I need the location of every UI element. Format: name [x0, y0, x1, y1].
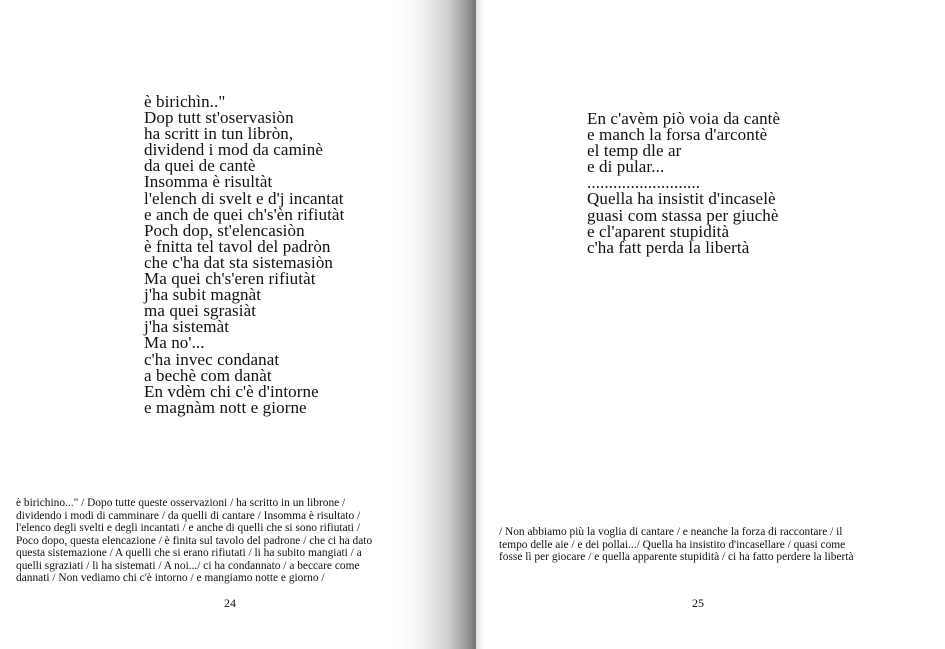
poem-line: Quella ha insistit d'incaselè — [587, 189, 776, 209]
poem-line: dividend i mod da caminè — [144, 140, 323, 160]
translation-line: fosse lì per giocare / e quella apparente stupidità / ci ha fatto perdere la libertà — [499, 551, 854, 563]
poem-line: Ma quei ch's'eren rifiutàt — [144, 269, 316, 289]
left-translation — [16, 497, 464, 585]
poem-line: che c'ha dat sta sistemasiòn — [144, 252, 334, 272]
poem-line: c'ha fatt perda la libertà — [587, 237, 750, 257]
poem-line: è birichìn.." — [144, 92, 226, 111]
poem-line: e di pular... — [587, 157, 665, 177]
poem-line: l'elench di svelt e d'j incantat — [144, 188, 344, 208]
page-number: 24 — [224, 596, 236, 610]
translation-line: Poco dopo, questa elencazione / è finita sul tavolo del padrone / che ci ha dato — [16, 534, 373, 547]
translation-line: l'elenco degli svelti e degli incantati / e anche di quelli che si sono rifiutati / — [16, 522, 360, 534]
poem-line: c'ha invec condanat — [144, 349, 280, 369]
poem-line: Poch dop, st'elencasiòn — [144, 220, 305, 240]
poem-line: guasi com stassa per giuchè — [587, 205, 779, 225]
poem-line: .......................... — [587, 173, 701, 193]
poem-line: è fnitta tel tavol del padròn — [144, 236, 331, 256]
poem-line: e magnàm nott e giorne — [144, 397, 307, 417]
left-poem — [144, 94, 344, 416]
poem-line: Insomma è risultàt — [144, 172, 273, 192]
poem-line: e manch la forsa d'arcontè — [587, 125, 768, 145]
translation-line: questa sistemazione / A quelli che si erano rifiutati / li ha subito mangiati / a — [16, 547, 362, 559]
page-number: 25 — [692, 596, 704, 610]
poem-line: a bechè com danàt — [144, 365, 272, 385]
translation-line: dividendo i modi di camminare / da quelli di cantare / Insomma è risultato / — [16, 509, 361, 522]
book-gutter-edge — [476, 0, 484, 649]
poem-line: j'ha subit magnàt — [144, 285, 262, 305]
poem-line: ha scritt in tun libròn, — [144, 124, 294, 144]
poem-line: e cl'aparent stupidità — [587, 221, 730, 241]
translation-line: quelli sgraziati / li ha sistemati / A noi.../ ci ha condannato / a beccare come — [16, 559, 360, 572]
translation-line: tempo delle aie / e dei pollai.../ Quella ha insistito d'incasellare / quasi come — [499, 538, 846, 551]
poem-line: En vdèm chi c'è d'intorne — [144, 381, 319, 401]
poem-line: el temp dle ar — [587, 141, 682, 161]
translation-line: dannati / Non vediamo chi c'è intorno / e mangiamo notte e giorno / — [16, 572, 325, 584]
poem-line: ma quei sgrasiàt — [144, 301, 257, 321]
poem-line: j'ha sistemàt — [144, 317, 230, 337]
poem-line: En c'avèm piò voia da cantè — [587, 109, 781, 128]
right-translation — [499, 526, 929, 564]
translation-line: è birichino..." / Dopo tutte queste osservazioni / ha scritto in un librone / — [16, 497, 346, 509]
poem-line: Ma no'... — [144, 333, 205, 353]
poem-line: da quei de cantè — [144, 156, 256, 176]
poem-line: Dop tutt st'oservasiòn — [144, 108, 294, 128]
poem-line: e anch de quei ch's'èn rifiutàt — [144, 204, 345, 224]
translation-line: / Non abbiamo più la voglia di cantare / e neanche la forza di raccontare / il — [499, 526, 843, 538]
right-poem — [587, 111, 780, 256]
